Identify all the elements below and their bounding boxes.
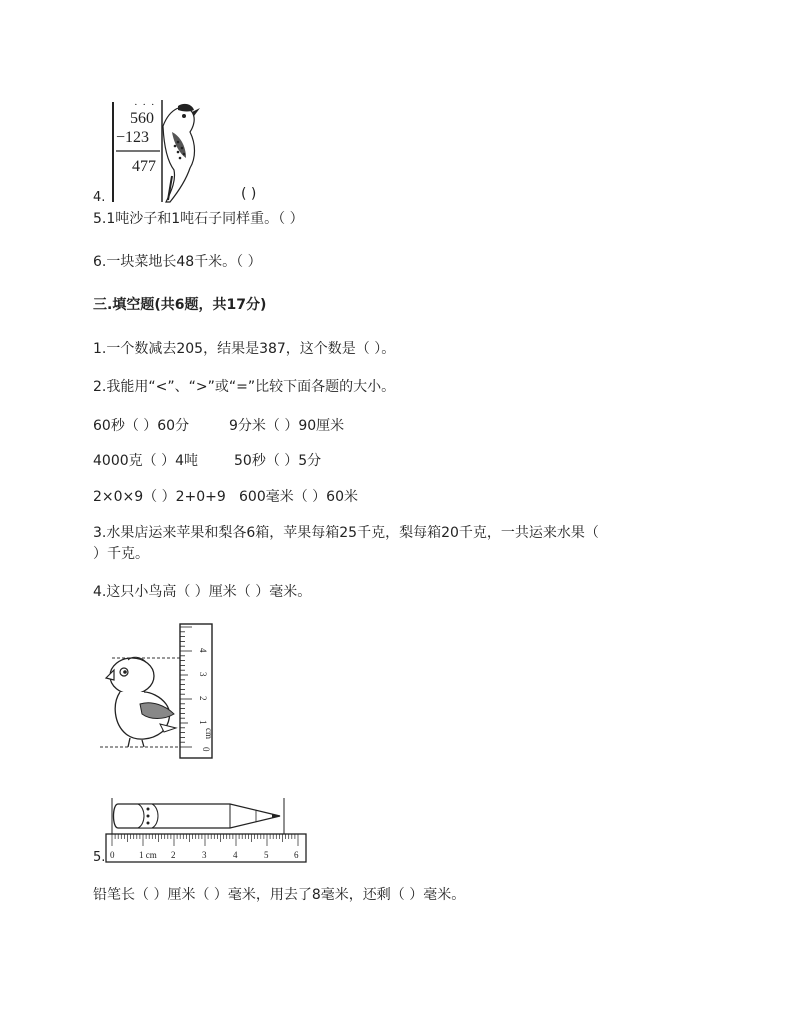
pencil-ruler-tick-1: 1 cm: [139, 850, 157, 860]
compare-row-3-right: 600毫米（ ）60米: [239, 489, 358, 505]
compare-row-1-left: 60秒（ ）60分: [93, 418, 190, 434]
compare-row-2-right: 50秒（ ）5分: [234, 453, 322, 469]
pencil-ruler-tick-5: 5: [264, 850, 269, 860]
bird-ruler-unit: cm: [204, 728, 214, 739]
pencil-illustration: [104, 798, 310, 864]
bird-ruler-tick-1: 1: [198, 720, 208, 725]
bird-illustration: [100, 620, 220, 760]
subtraction-dots: · · ·: [134, 99, 156, 111]
question-4-answer-paren: ( ): [241, 186, 257, 202]
subtraction-figure: [100, 96, 210, 204]
bird-ruler-figure: [100, 620, 220, 760]
fill-question-2: 2.我能用“<”、“>”或“=”比较下面各题的大小。: [93, 379, 396, 395]
bird-ruler-tick-3: 3: [198, 672, 208, 677]
pencil-ruler-tick-0: 0: [110, 850, 115, 860]
fill-question-1: 1.一个数减去205，结果是387，这个数是（ ）。: [93, 341, 396, 357]
question-4-number: 4.: [93, 190, 106, 205]
pencil-ruler-tick-6: 6: [294, 850, 299, 860]
pencil-ruler-tick-2: 2: [171, 850, 176, 860]
pencil-ruler-figure: [104, 798, 310, 864]
question-5-number: 5.: [93, 850, 106, 865]
fill-question-4: 4.这只小鸟高（ ）厘米（ ）毫米。: [93, 584, 312, 600]
pencil-ruler-tick-4: 4: [233, 850, 238, 860]
compare-row-2-left: 4000克（ ）4吨: [93, 453, 198, 469]
subtraction-result: 477: [132, 158, 156, 175]
question-6: 6.一块菜地长48千米。（ ）: [93, 254, 262, 270]
question-5: 5.1吨沙子和1吨石子同样重。（ ）: [93, 211, 304, 227]
bird-ruler-tick-0: 0: [201, 747, 211, 752]
woodpecker-illustration: [100, 96, 210, 204]
fill-question-3-line2: ）千克。: [93, 546, 149, 562]
compare-row-3-left: 2×0×9（ ）2+0+9: [93, 489, 226, 505]
section-title: 三.填空题(共6题，共17分): [93, 297, 267, 313]
subtraction-minuend: 560: [130, 110, 154, 127]
fill-question-5: 铅笔长（ ）厘米（ ）毫米，用去了8毫米，还剩（ ）毫米。: [93, 887, 466, 903]
subtraction-subtrahend: −123: [116, 129, 150, 146]
pencil-ruler-tick-3: 3: [202, 850, 207, 860]
compare-row-1-right: 9分米（ ）90厘米: [229, 418, 345, 434]
bird-ruler-tick-2: 2: [198, 696, 208, 701]
fill-question-3-line1: 3.水果店运来苹果和梨各6箱，苹果每箱25千克，梨每箱20千克，一共运来水果（: [93, 525, 599, 541]
bird-ruler-tick-4: 4: [198, 648, 208, 653]
